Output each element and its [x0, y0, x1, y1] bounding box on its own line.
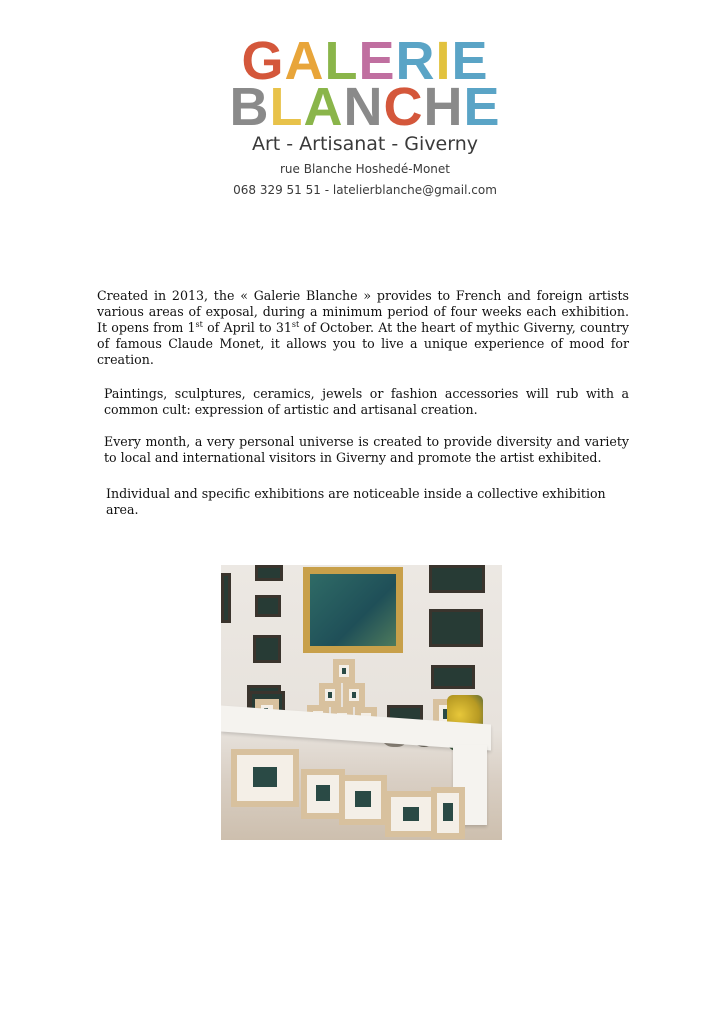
- logo-letter: L: [269, 77, 304, 137]
- gallery-logo: [200, 31, 530, 198]
- logo-letter: A: [284, 31, 325, 91]
- painting: [255, 595, 281, 617]
- painting: [253, 635, 281, 663]
- paragraph-exhibitions: Individual and specific exhibitions are noticeable inside a collective exhibition area.: [106, 486, 606, 517]
- gallery-address: rue Blanche Hoshedé-Monet: [280, 162, 450, 176]
- intro-text-1: Created in 2013, the « Galerie Blanche » provides to French and foreign artists various areas of exposal, during a minimum period of four weeks each exhibition. It opens from 1: [97, 288, 629, 335]
- paragraph-universe: Every month, a very personal universe is created to provide diversity and variety to local and international visitors in Giverny and promote the artist exhibited.: [104, 434, 629, 465]
- logo-word-blanche: [200, 77, 530, 137]
- small-frame: [333, 659, 355, 683]
- floor-frame: [339, 775, 387, 825]
- logo-letter: E: [463, 77, 501, 137]
- floor-frame: [385, 791, 437, 837]
- gallery-photo: [221, 565, 502, 840]
- painting: [255, 565, 283, 581]
- logo-letter: E: [451, 31, 489, 91]
- floor-frame: [231, 749, 299, 807]
- paragraph-works: Paintings, sculptures, ceramics, jewels or fashion accessories will rub with a common cult: expression of artistic and artisanal creation.: [104, 386, 629, 417]
- intro-paragraph: [97, 288, 629, 368]
- logo-letter: E: [358, 31, 396, 91]
- logo-letter: A: [303, 77, 344, 137]
- painting: [429, 565, 485, 593]
- gallery-contact: 068 329 51 51 - latelierblanche@gmail.com: [233, 183, 497, 197]
- logo-letter: G: [241, 31, 285, 91]
- logo-tagline: Art - Artisanat - Giverny: [251, 133, 479, 155]
- logo-letter: R: [395, 31, 436, 91]
- painting: [221, 573, 231, 623]
- small-frame: [343, 683, 365, 707]
- small-frame: [319, 683, 341, 707]
- painting: [429, 609, 483, 647]
- logo-letter: C: [383, 77, 424, 137]
- logo-letter: B: [229, 77, 270, 137]
- intro-text-2: of April to 31: [202, 320, 292, 335]
- logo-letter: L: [324, 31, 359, 91]
- superscript: st: [291, 319, 300, 329]
- intro-text-3: of October. At the heart of mythic Giverny, country of famous Claude Monet, it allows you to live a unique experience of mood for creation.: [97, 320, 629, 367]
- superscript: st: [195, 319, 203, 329]
- painting: [431, 665, 475, 689]
- logo-letter: H: [423, 77, 464, 137]
- floor-frame: [431, 787, 465, 839]
- logo-letter: N: [343, 77, 384, 137]
- logo-letter: I: [435, 31, 452, 91]
- painting: [303, 567, 403, 653]
